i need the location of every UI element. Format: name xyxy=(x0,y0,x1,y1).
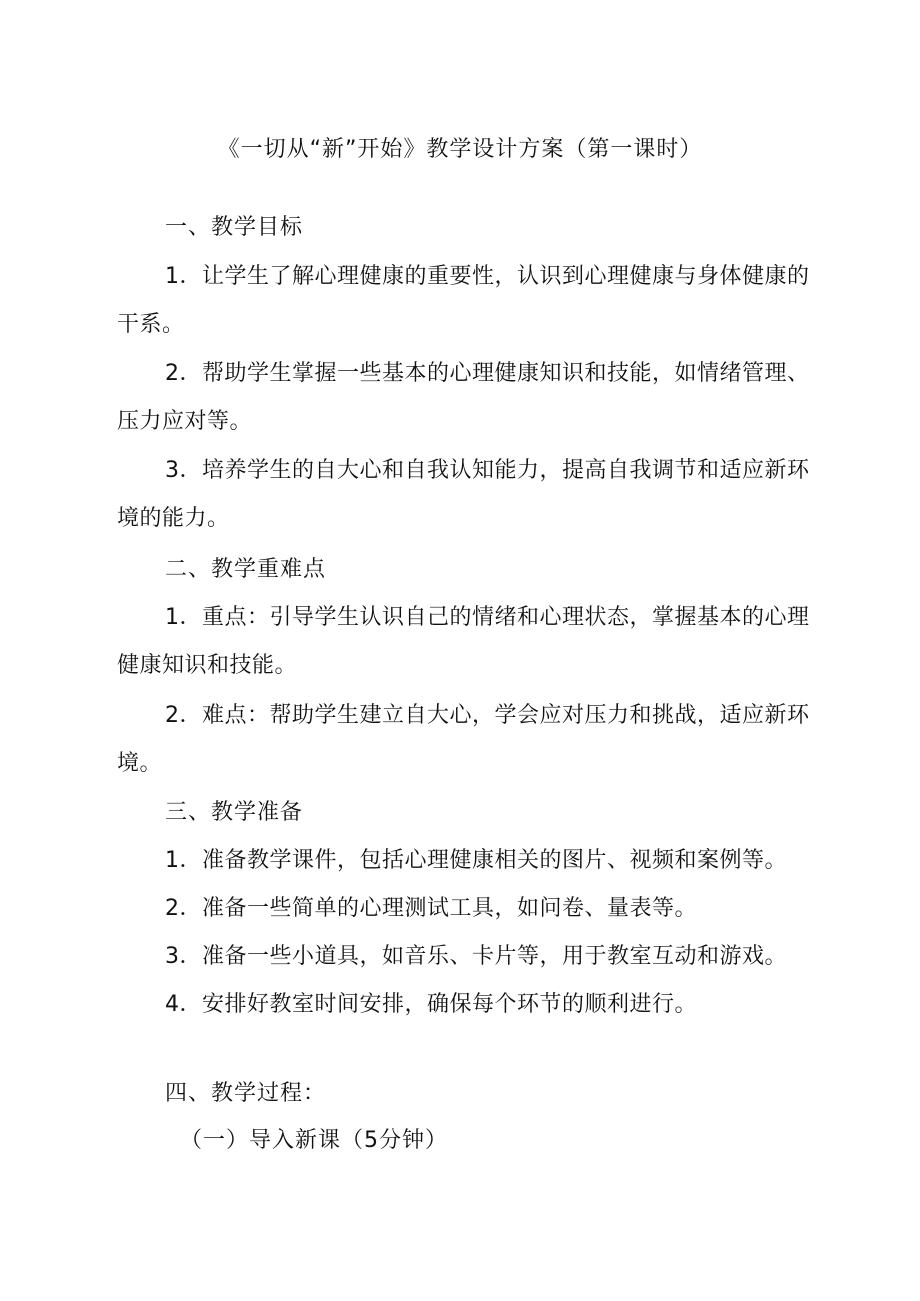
preparation-item-2: 2．准备一些简单的心理测试工具，如问卷、量表等。 xyxy=(165,896,697,921)
objective-item-2: 2．帮助学生掌握一些基本的心理健康知识和技能，如情绪管理、压力应对等。 xyxy=(117,361,810,434)
section-heading-preparation: 三、教学准备 xyxy=(165,800,304,825)
section-heading-key-points: 二、教学重难点 xyxy=(165,557,327,582)
section-heading-objectives: 一、教学目标 xyxy=(165,215,304,240)
objective-item-3: 3．培养学生的自大心和自我认知能力，提高自我调节和适应新环境的能力。 xyxy=(117,458,810,531)
objective-item-1: 1．让学生了解心理健康的重要性，认识到心理健康与身体健康的干系。 xyxy=(117,264,810,337)
preparation-item-1: 1．准备教学课件，包括心理健康相关的图片、视频和案例等。 xyxy=(165,848,787,873)
preparation-item-3: 3．准备一些小道具，如音乐、卡片等，用于教室互动和游戏。 xyxy=(165,944,787,969)
key-point-item-2: 2．难点：帮助学生建立自大心，学会应对压力和挑战，适应新环境。 xyxy=(117,703,810,776)
subsection-heading-introduction: （一）导入新课（5分钟） xyxy=(180,1128,448,1153)
section-heading-process: 四、教学过程： xyxy=(165,1081,327,1106)
preparation-item-4: 4．安排好教室时间安排，确保每个环节的顺利进行。 xyxy=(165,992,697,1017)
key-point-item-1: 1．重点：引导学生认识自己的情绪和心理状态，掌握基本的心理健康知识和技能。 xyxy=(117,605,810,678)
document-title: 《一切从“新”开始》教学设计方案（第一课时） xyxy=(217,137,703,162)
